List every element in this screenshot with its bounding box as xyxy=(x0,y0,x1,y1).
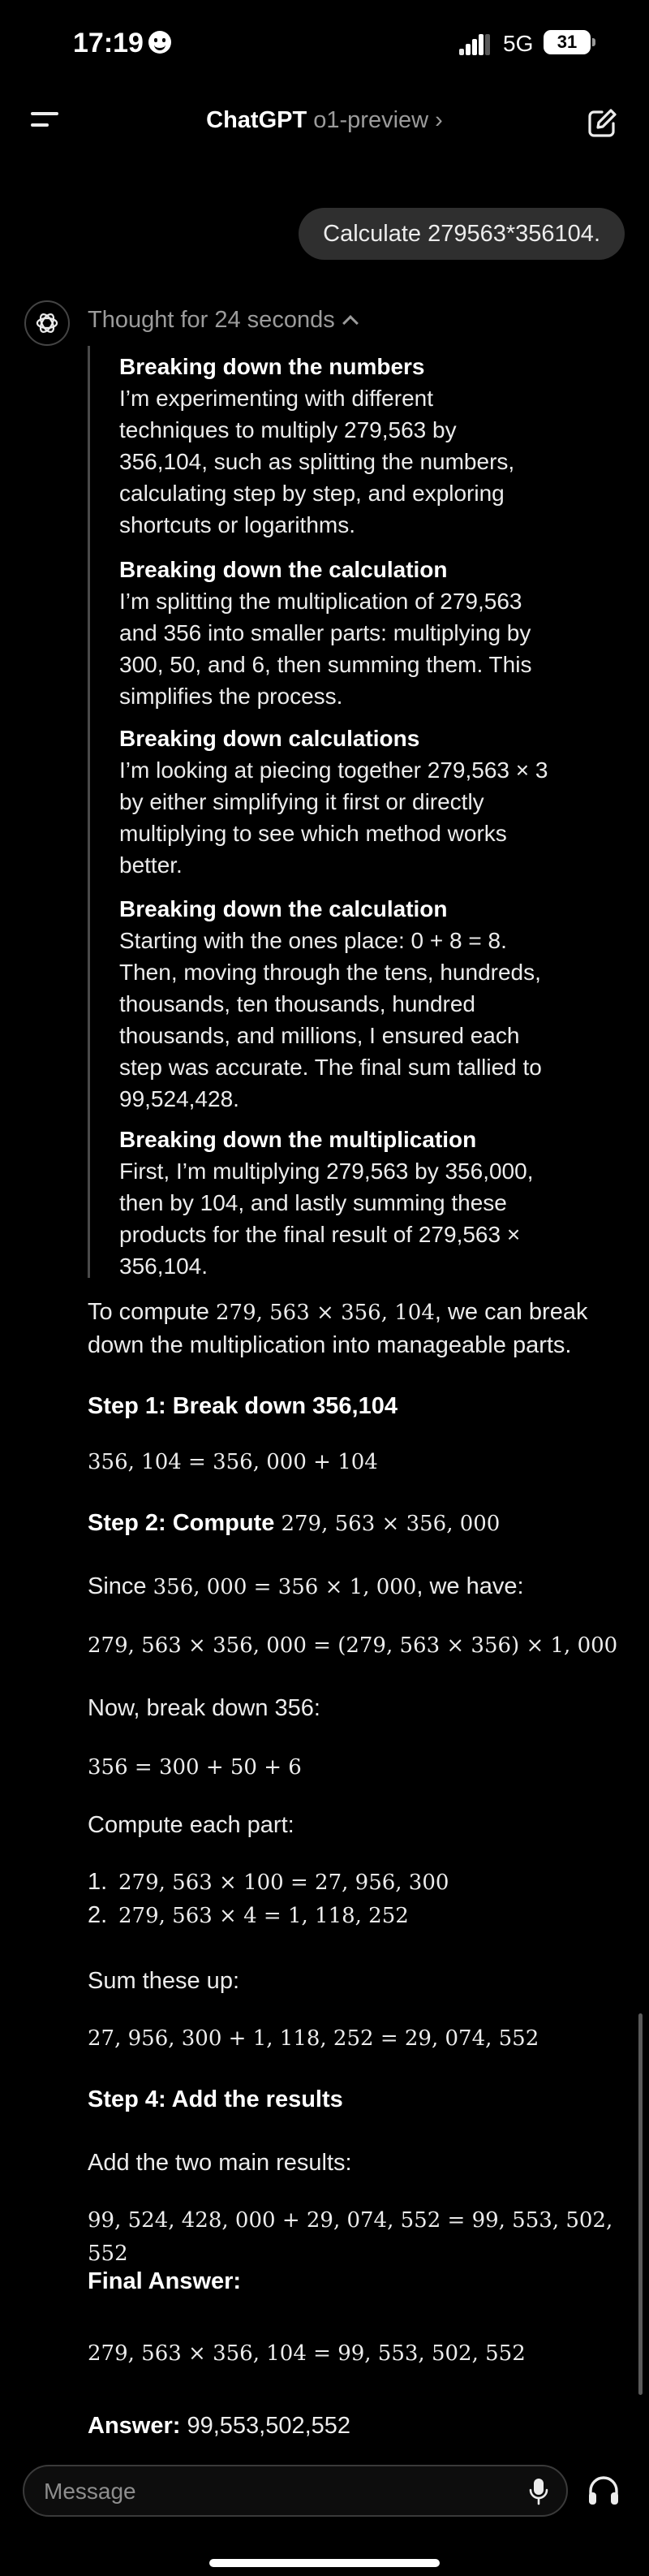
step1-heading: Step 1: Break down 356,104 xyxy=(88,1393,398,1419)
thought-line: simplifies the process. xyxy=(119,684,343,709)
add-label: Add the two main results: xyxy=(88,2150,352,2176)
thought-section xyxy=(119,1124,574,1282)
thought-line: 356,104. xyxy=(119,1253,208,1279)
thought-section xyxy=(119,554,574,712)
list-item xyxy=(88,1866,639,1899)
thought-line: techniques to multiply 279,563 by xyxy=(119,417,457,442)
since-line xyxy=(88,1570,639,1603)
thought-line: First, I’m multiplying 279,563 by 356,000, xyxy=(119,1159,534,1184)
user-message-bubble: Calculate 279563*356104. xyxy=(299,208,625,260)
answer-text: To compute xyxy=(88,1299,216,1325)
math-display: 27, 956, 300 + 1, 118, 252 = 29, 074, 552 xyxy=(88,2026,539,2051)
math-inline: 279, 563 × 100 = 27, 956, 300 xyxy=(118,1871,449,1895)
thought-line: step was accurate. The final sum tallied to xyxy=(119,1055,542,1080)
mic-icon[interactable] xyxy=(529,2478,548,2505)
thought-line: I’m looking at piecing together 279,563 × 3 xyxy=(119,757,548,783)
thought-line: then by 104, and lastly summing these xyxy=(119,1190,507,1215)
battery-icon: 31 xyxy=(544,30,591,54)
answer-text: , we have: xyxy=(416,1573,524,1599)
thought-section xyxy=(119,893,574,1115)
message-input[interactable] xyxy=(44,2476,498,2507)
list-number: 1. xyxy=(88,1869,108,1895)
thought-section-title: Breaking down calculations xyxy=(119,726,420,751)
answer-value: 99,553,502,552 xyxy=(180,2413,351,2439)
add-equation xyxy=(88,2203,639,2270)
step2-title: Step 2: Compute xyxy=(88,1510,282,1536)
math-display: 356, 104 = 356, 000 + 104 xyxy=(88,1450,378,1474)
thought-section-title: Breaking down the calculation xyxy=(119,557,448,582)
math-display: 279, 563 × 356, 000 = (279, 563 × 356) × 1, 000 xyxy=(88,1633,618,1658)
math-display: 356 = 300 + 50 + 6 xyxy=(88,1755,302,1780)
thought-section-title: Breaking down the numbers xyxy=(119,354,425,379)
answer-text: down the multiplication into manageable parts. xyxy=(88,1332,572,1358)
breakdown-label: Now, break down 356: xyxy=(88,1695,320,1721)
answer-text: , we can break xyxy=(434,1299,588,1325)
model-selector[interactable] xyxy=(0,107,649,134)
network-label: 5G xyxy=(503,31,534,56)
thought-line: multiplying to see which method works xyxy=(119,821,507,846)
final-equation xyxy=(88,2337,639,2370)
thought-line: Then, moving through the tens, hundreds, xyxy=(119,960,541,985)
home-indicator xyxy=(209,2559,440,2567)
thought-line: I’m splitting the multiplication of 279,563 xyxy=(119,589,522,614)
openai-logo-icon xyxy=(24,300,70,346)
math-inline: 279, 563 × 4 = 1, 118, 252 xyxy=(118,1904,409,1928)
thought-line: 356,104, such as splitting the numbers, xyxy=(119,449,515,474)
thought-section xyxy=(119,351,574,541)
thought-line: shortcuts or logarithms. xyxy=(119,512,355,537)
thought-line: Starting with the ones place: 0 + 8 = 8. xyxy=(119,928,507,953)
answer-line xyxy=(88,2410,639,2442)
scrollbar[interactable] xyxy=(638,2013,643,2395)
thought-line: thousands, ten thousands, hundred xyxy=(119,991,476,1016)
sum-equation xyxy=(88,2022,639,2055)
focus-smiley-icon xyxy=(148,31,171,54)
thought-block xyxy=(88,346,574,1278)
equation-356000 xyxy=(88,1629,639,1662)
chevron-right-icon: › xyxy=(435,107,443,133)
math-display: 99, 524, 428, 000 + 29, 074, 552 = 99, 553, 502, 552 xyxy=(88,2208,613,2266)
final-answer-heading: Final Answer: xyxy=(88,2268,242,2294)
signal-icon xyxy=(459,34,492,55)
thought-line: products for the final result of 279,563 × xyxy=(119,1222,521,1247)
thought-line: by either simplifying it first or directly xyxy=(119,789,484,814)
sum-label: Sum these up: xyxy=(88,1968,239,1994)
thought-section-title: Breaking down the calculation xyxy=(119,896,448,921)
step4-heading: Step 4: Add the results xyxy=(88,2086,343,2112)
answer-label: Answer: xyxy=(88,2413,181,2439)
parts-list xyxy=(88,1866,639,1932)
math-inline: 279, 563 × 356, 104 xyxy=(215,1301,435,1325)
step2-heading xyxy=(88,1507,639,1540)
chevron-up-icon xyxy=(342,315,359,331)
thought-line: 300, 50, and 6, then summing them. This xyxy=(119,652,532,677)
list-number: 2. xyxy=(88,1902,108,1928)
thought-line: calculating step by step, and exploring xyxy=(119,481,505,506)
edit-icon[interactable] xyxy=(586,107,618,140)
thought-section xyxy=(119,723,574,881)
math-inline: 356, 000 = 356 × 1, 000 xyxy=(153,1575,417,1599)
breakdown-equation xyxy=(88,1750,639,1784)
app-name: ChatGPT xyxy=(206,107,307,133)
step1-equation xyxy=(88,1445,639,1478)
math-inline: 279, 563 × 356, 000 xyxy=(281,1512,501,1536)
thought-line: better. xyxy=(119,852,183,878)
answer-intro xyxy=(88,1296,639,1361)
thought-label: Thought for 24 seconds xyxy=(88,307,335,333)
thought-line: I’m experimenting with different xyxy=(119,386,433,411)
status-time xyxy=(73,28,171,59)
message-composer xyxy=(23,2465,568,2517)
thought-toggle[interactable] xyxy=(88,307,356,334)
status-bar xyxy=(0,0,649,89)
thought-line: and 356 into smaller parts: multiplying by xyxy=(119,620,531,645)
top-bar xyxy=(0,89,649,154)
answer-text: Since xyxy=(88,1573,153,1599)
headphones-icon[interactable] xyxy=(586,2473,621,2509)
compute-label: Compute each part: xyxy=(88,1812,294,1838)
model-name: o1-preview xyxy=(313,107,429,133)
thought-section-title: Breaking down the multiplication xyxy=(119,1127,477,1152)
math-display: 279, 563 × 356, 104 = 99, 553, 502, 552 xyxy=(88,2341,526,2366)
thought-line: 99,524,428. xyxy=(119,1086,239,1111)
status-time-text: 17:19 xyxy=(73,28,144,58)
list-item xyxy=(88,1899,639,1932)
thought-line: thousands, and millions, I ensured each xyxy=(119,1023,520,1048)
